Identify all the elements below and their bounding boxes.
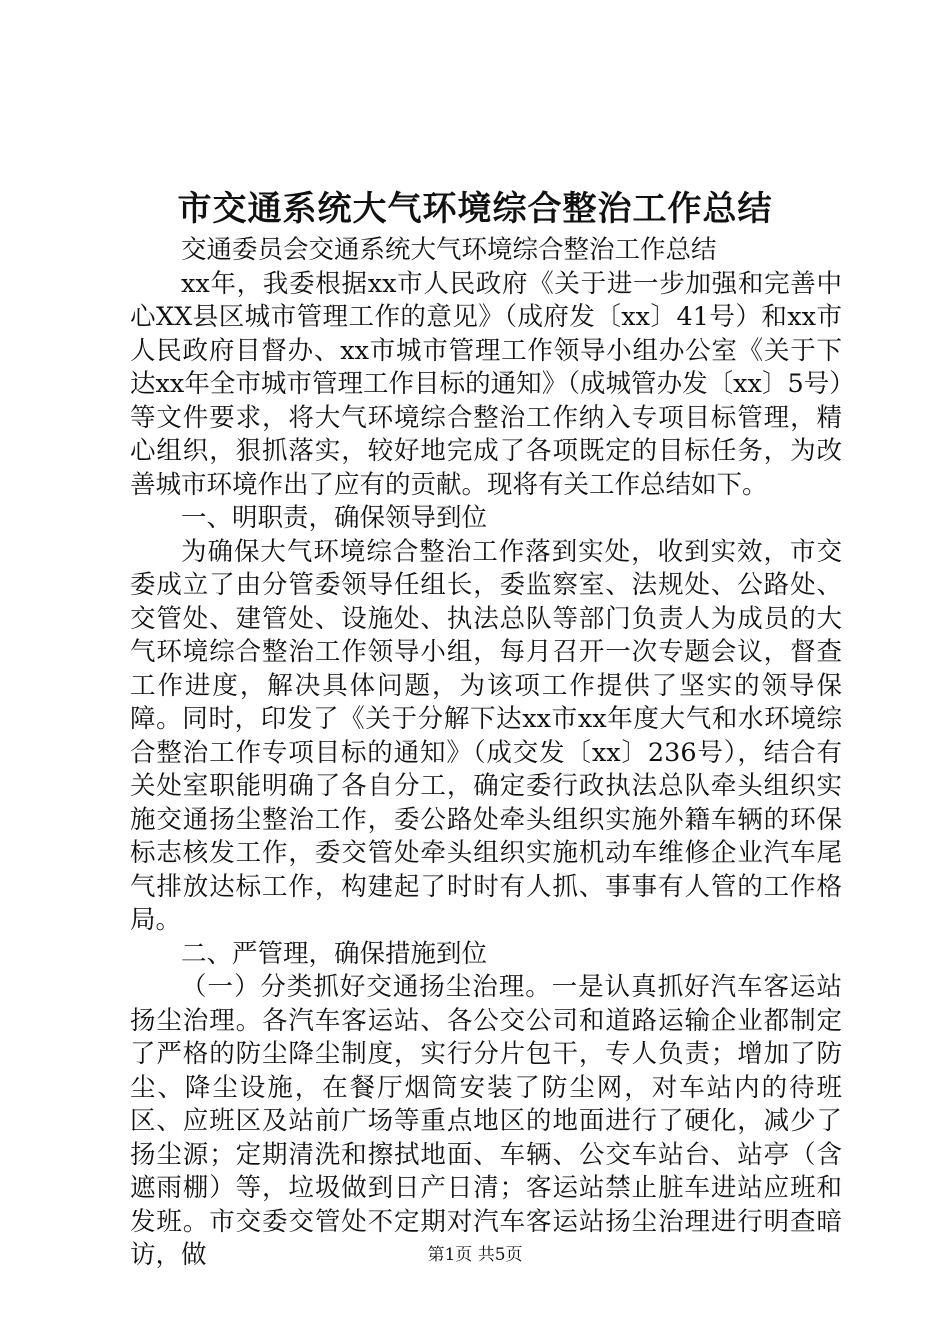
intro-paragraph: xx年，我委根据xx市人民政府《关于进一步加强和完善中心XX县区城市管理工作的意见》（成府发〔xx〕41号）和xx市人民政府目督办、xx市城市管理工作领导小组办公室《关于下达xx年全市城市管理工作目标的通知》（成城管办发〔xx〕5号）等文件要求，将大气环境综合整治工作纳入专项目标管理，精心组织，狠抓落实，较好地完成了各项既定的目标任务，为改善城市环境作出了应有的贡献。现将有关工作总结如下。 xyxy=(130,268,842,500)
section-heading-2: 二、严管理，确保措施到位 xyxy=(181,938,488,969)
subtitle-paragraph: 交通委员会交通系统大气环境综合整治工作总结 xyxy=(181,235,717,265)
section-1-paragraph: 为确保大气环境综合整治工作落到实处，收到实效，市交委成立了由分管委领导任组长，委监察室、法规处、公路处、交管处、建管处、设施处、执法总队等部门负责人为成员的大气环境综合整治工作领导小组，每月召开一次专题会议，督查工作进度，解决具体问题，为该项工作提供了坚实的领导保障。同时，印发了《关于分解下达xx市xx年度大气和水环境综合整治工作专项目标的通知》（成交发〔xx〕236号），结合有关处室职能明确了各自分工，确定委行政执法总队牵头组织实施交通扬尘整治工作，委公路处牵头组织实施外籍车辆的环保标志核发工作，委交管处牵头组织实施机动车维修企业汽车尾气排放达标工作，构建起了时时有人抓、事事有人管的工作格局。 xyxy=(130,536,842,935)
document-title: 市交通系统大气环境综合整治工作总结 xyxy=(177,189,773,229)
page-footer: 第1页 共5页 xyxy=(427,1245,523,1265)
document-body xyxy=(130,234,842,1273)
section-2-paragraph: （一）分类抓好交通扬尘治理。一是认真抓好汽车客运站扬尘治理。各汽车客运站、各公交公司和道路运输企业都制定了严格的防尘降尘制度，实行分片包干，专人负责；增加了防尘、降尘设施，在餐厅烟筒安装了防尘网，对车站内的待班区、应班区及站前广场等重点地区的地面进行了硬化，减少了扬尘源；定期清洗和擦拭地面、车辆、公交车站台、站亭（含遮雨棚）等，垃圾做到日产日清；客运站禁止脏车进站应班和发班。市交委交管处不定期对汽车客运站扬尘治理进行明查暗访，做 xyxy=(130,972,842,1270)
section-heading-1: 一、明职责，确保领导到位 xyxy=(181,503,488,533)
